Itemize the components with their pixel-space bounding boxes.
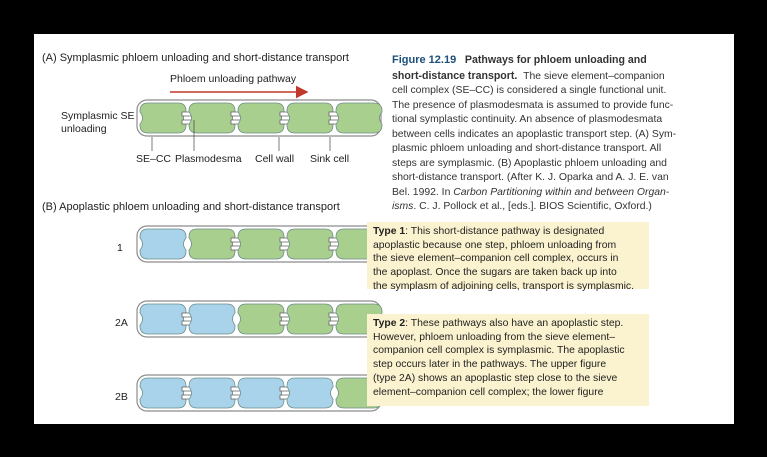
sieve-element-cell — [140, 229, 186, 259]
type-1-description: Type 1: This short-distance pathway is designated apoplastic because one step, phloem unloading from the sieve element–companion cell complex, occurs in the apoplast. Once the sugars are taken back up into the symplasm of adjoining cells, transport is symplasmic. — [367, 222, 649, 289]
sieve-element-cell — [287, 378, 333, 408]
sink-cell — [140, 103, 186, 133]
type-2a-cell-row — [137, 301, 382, 337]
sink-cell — [287, 229, 333, 259]
sink-cell — [336, 103, 382, 133]
figure-page — [34, 34, 734, 424]
sink-cell — [189, 229, 235, 259]
sieve-element-cell — [140, 378, 186, 408]
sieve-element-cell — [189, 378, 235, 408]
sink-cell — [238, 304, 284, 334]
caption-title-1: Pathways for phloem unloading and — [464, 54, 647, 66]
sieve-element-cell — [140, 304, 186, 334]
sink-cell — [238, 229, 284, 259]
figure-caption: Figure 12.19 Pathways for phloem unloading and short-distance transport. The sieve element–companion cell complex (SE–CC) is considered a single functional unit. The presence of plasmodesmata is assumed to provide func- tional symplastic continuity. An absence of plasmodesmata between cells indicates an apoplastic transport step. (A) Sym- plasmic phloem unloading and short-distance transport. All steps are symplasmic. (B) Apoplastic phloem unloading and short-distance transport. (After K. J. Oparka and A. J. E. van Bel. 1992. In Carbon Partitioning within and between Organ- isms. C. J. Pollock et al., [eds.]. BIOS Scientific, Oxford.) — [392, 54, 677, 212]
figure-number: Figure 12.19 — [392, 54, 457, 66]
type-2-description: Type 2: These pathways also have an apoplastic step. However, phloem unloading from the sieve element– companion cell complex is symplasmic. The apoplastic step occurs later in the pathways. The upper figure (type 2A) shows an apoplastic step close to the sieve element–companion cell complex; the lower figure — [367, 314, 649, 406]
row-label-line-2: unloading — [61, 123, 107, 135]
symplasmic-cell-row — [137, 100, 382, 136]
row-number-2a: 2A — [115, 317, 128, 329]
label-sink-cell: Sink cell — [310, 153, 350, 165]
panel-a-heading: (A) Symplasmic phloem unloading and short-distance transport — [42, 52, 349, 64]
sink-cell — [189, 103, 235, 133]
type-2b-cell-row — [137, 375, 382, 411]
panel-b-heading: (B) Apoplastic phloem unloading and short-distance transport — [42, 201, 340, 213]
row-number-2b: 2B — [115, 391, 128, 403]
label-plasmodesma: Plasmodesma — [175, 153, 242, 165]
type-1-cell-row — [137, 226, 382, 262]
sink-cell — [238, 103, 284, 133]
sieve-element-cell — [238, 378, 284, 408]
label-se-cc: SE–CC — [136, 153, 172, 165]
sink-cell — [287, 304, 333, 334]
caption-title-2: short-distance transport. — [392, 69, 518, 82]
label-cell-wall: Cell wall — [255, 153, 295, 165]
row-number-1: 1 — [117, 242, 123, 254]
pathway-label: Phloem unloading pathway — [170, 73, 297, 85]
row-label-line-1: Symplasmic SE — [61, 110, 135, 122]
sink-cell — [287, 103, 333, 133]
sieve-element-cell — [189, 304, 235, 334]
